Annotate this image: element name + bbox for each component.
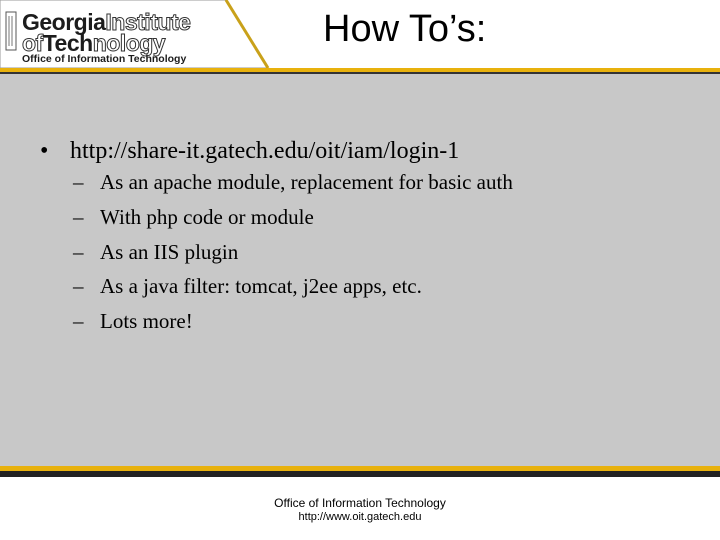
bullet-item — [40, 138, 459, 165]
footer-url: http://www.oit.gatech.edu — [298, 511, 422, 523]
sub-bullet-item — [73, 170, 513, 205]
logo-line-2 — [22, 31, 165, 55]
slide-header — [0, 0, 720, 72]
slide-title: How To’s: — [323, 8, 487, 50]
sub-bullet-text: With php code or module — [100, 204, 314, 229]
logo-subtitle: Office of Information Technology — [22, 53, 187, 65]
sub-bullet-list — [73, 170, 513, 344]
sub-bullet-item — [73, 239, 513, 275]
footer-org-name: Office of Information Technology — [274, 496, 446, 510]
bullet-marker: • — [40, 138, 49, 164]
logo-word-tech: Tech — [42, 30, 93, 56]
logo-word-institute: Institute — [105, 9, 191, 35]
sub-bullet-marker: – — [73, 170, 84, 194]
logo-word-of: of — [22, 30, 43, 56]
logo-word-nology: nology — [92, 30, 166, 56]
sub-bullet-text: As a java filter: tomcat, j2ee apps, etc. — [100, 274, 422, 299]
sub-bullet-marker: – — [73, 239, 84, 264]
bullet-link-text: http://share-it.gatech.edu/oit/iam/login-1 — [70, 138, 460, 164]
header-dark-divider — [0, 72, 720, 74]
sub-bullet-text: Lots more! — [100, 309, 193, 334]
gatech-logo — [0, 0, 268, 68]
sub-bullet-text: As an IIS plugin — [100, 239, 239, 264]
logo-word-georgia: Georgia — [22, 9, 106, 35]
sub-bullet-item — [73, 204, 513, 240]
sub-bullet-marker: – — [73, 309, 84, 334]
sub-bullet-item — [73, 309, 513, 344]
sub-bullet-marker: – — [73, 204, 84, 229]
sub-bullet-marker: – — [73, 274, 84, 299]
sub-bullet-text: As an apache module, replacement for basic auth — [100, 170, 513, 194]
sub-bullet-item — [73, 274, 513, 309]
